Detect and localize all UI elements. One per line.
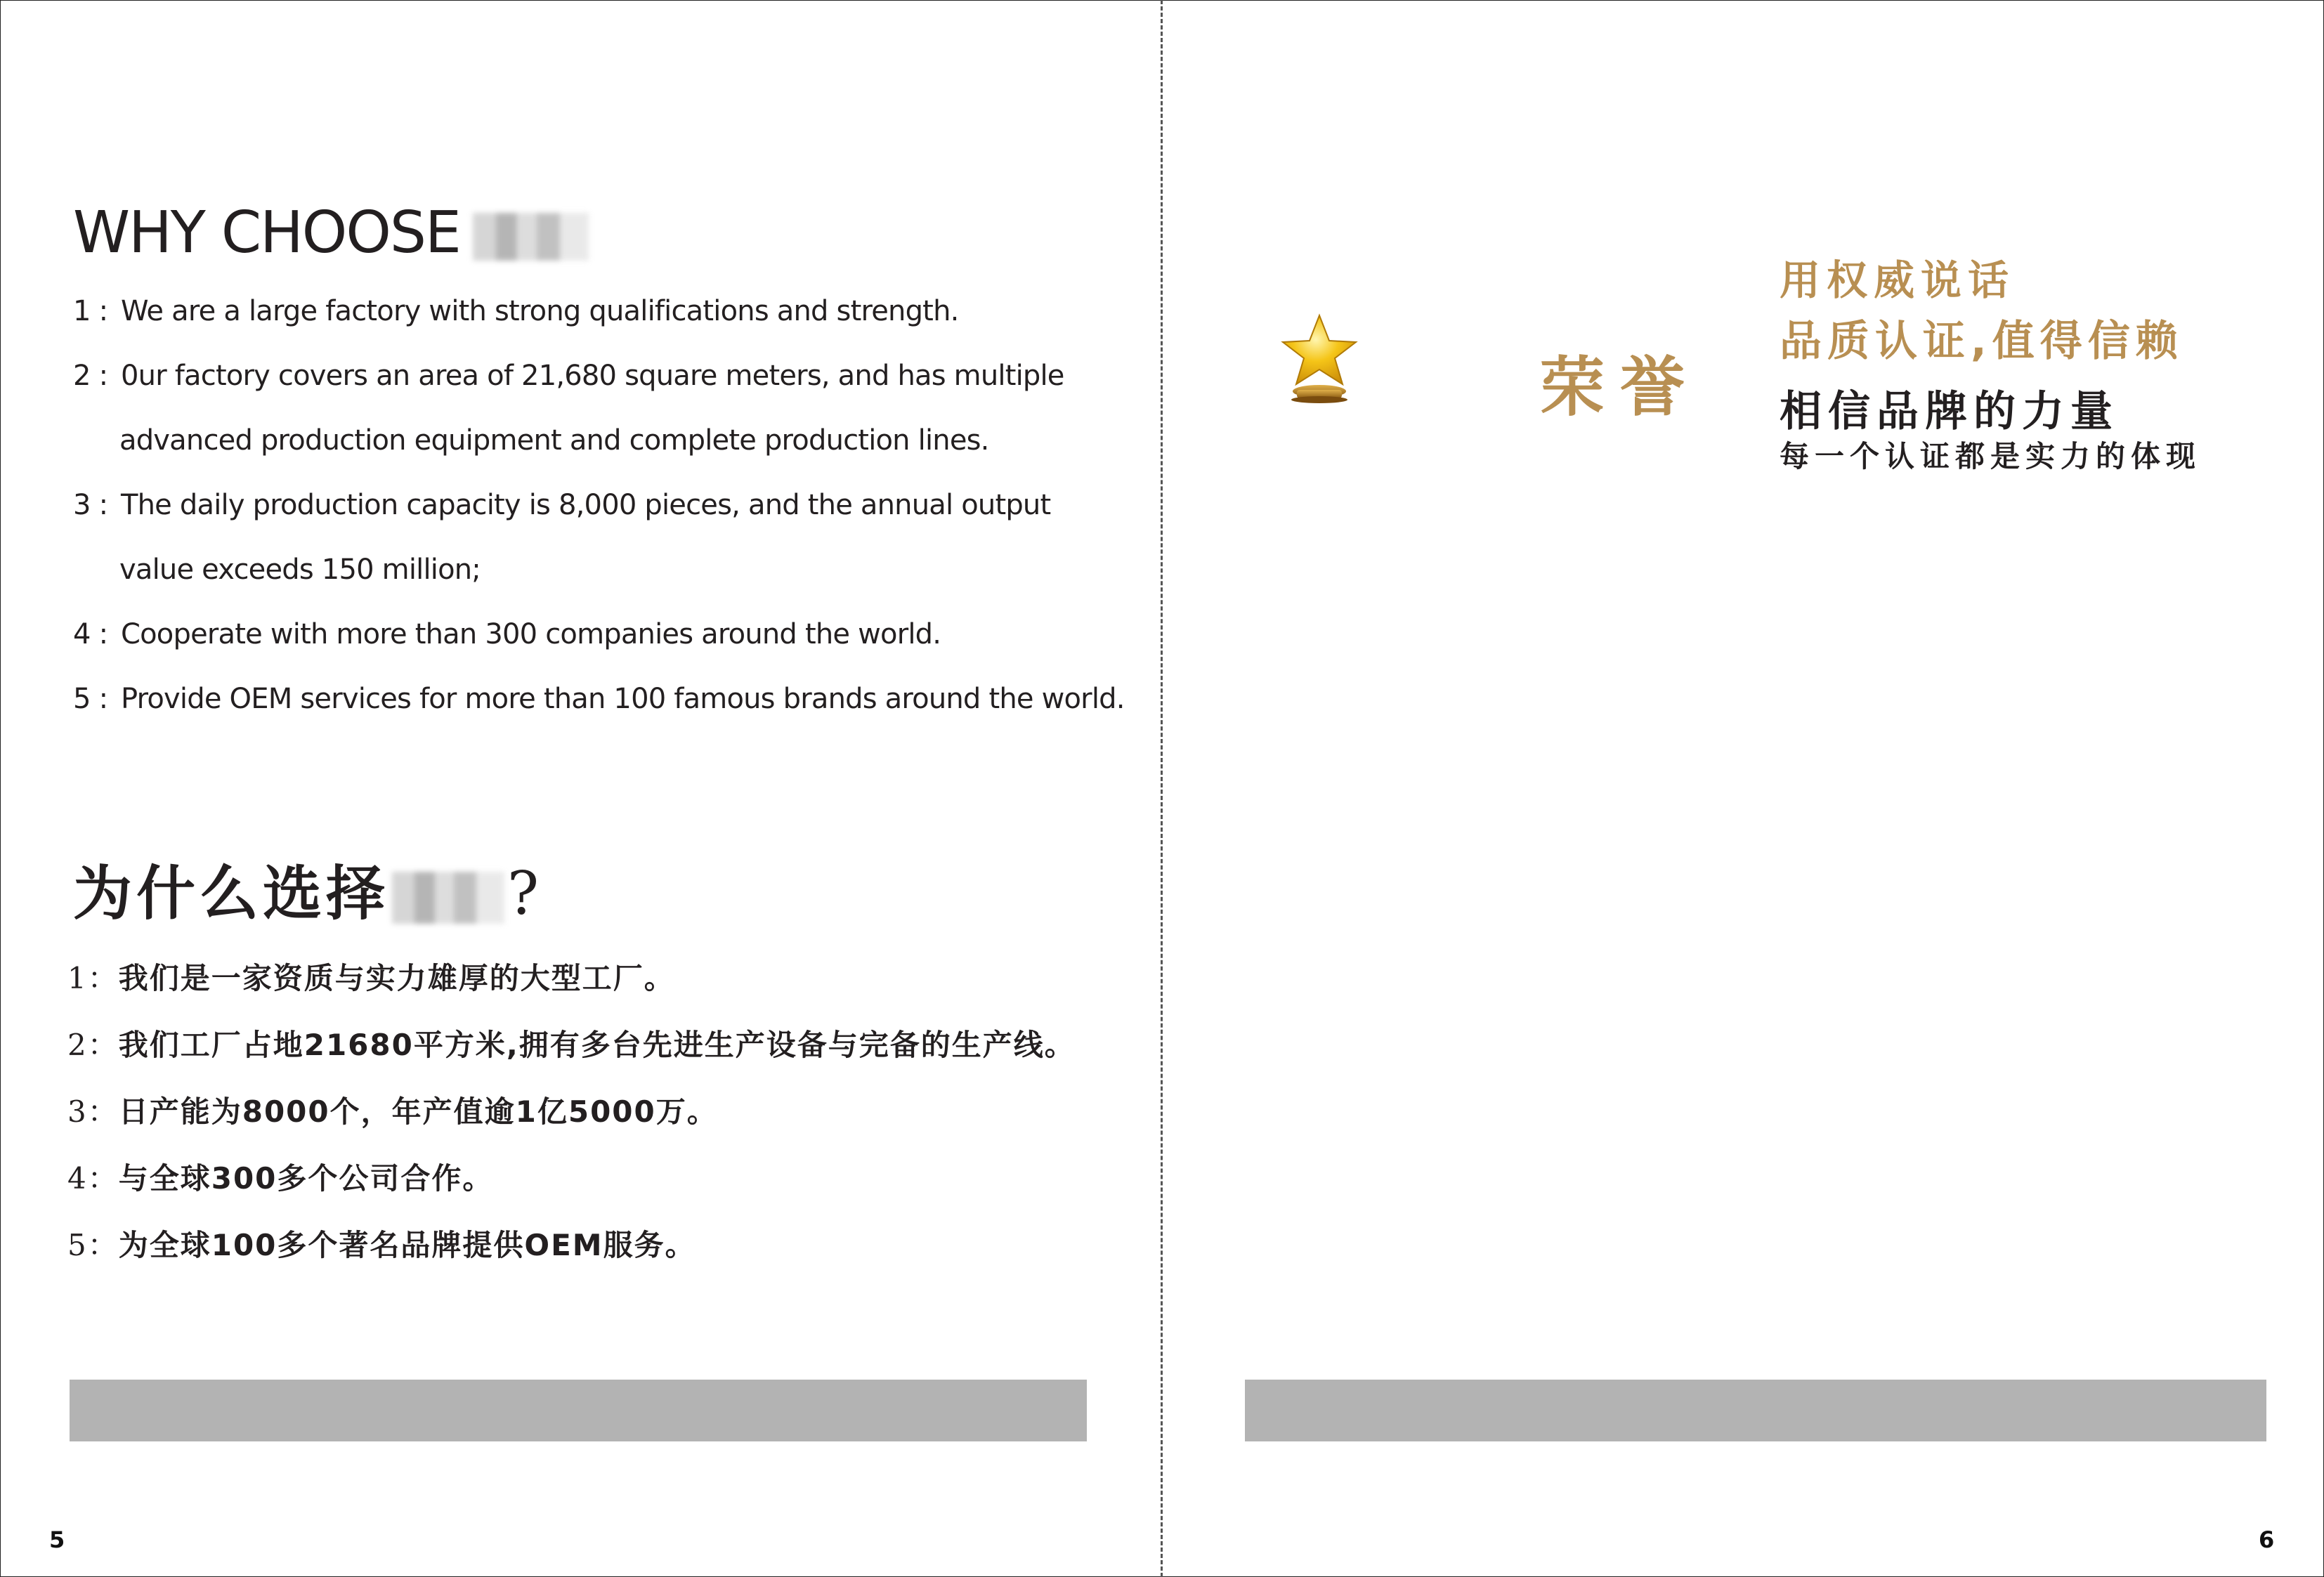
list-item (67, 1163, 1076, 1195)
item-number: 4： (67, 1161, 119, 1196)
honor-title: 荣誉 (1540, 350, 1701, 425)
slogan-line-3: 相信品牌的力量 (1780, 387, 2119, 436)
item-number: 2： (67, 1028, 119, 1062)
item-number: 5： (67, 1228, 119, 1262)
chinese-heading-text: 为什么选择 (73, 859, 390, 928)
item-text: Cooperate with more than 300 companies around the world. (121, 618, 941, 650)
item-text: We are a large factory with strong qualifications and strength. (121, 295, 959, 327)
page-number-right: 6 (2259, 1526, 2275, 1553)
item-text: The daily production capacity is 8,000 pieces, and the annual output (121, 489, 1051, 521)
footer-bar-left (70, 1380, 1087, 1441)
list-item (67, 1096, 1076, 1128)
list-item (73, 295, 1127, 327)
page-number-left: 5 (49, 1526, 65, 1553)
item-number: 4 : (73, 618, 108, 650)
list-item (67, 962, 1076, 995)
redacted-brand-name-cn (392, 872, 504, 924)
list-item (73, 360, 1127, 457)
item-number: 1： (67, 961, 119, 995)
slogan-line-2: 品质认证,值得信赖 (1780, 317, 2183, 366)
list-item (73, 683, 1127, 715)
list-item (73, 618, 1127, 650)
item-text: 我们工厂占地21680平方米,拥有多台先进生产设备与完备的生产线。 (118, 1028, 1076, 1062)
english-reasons-list (73, 295, 1127, 747)
item-text: Provide OEM services for more than 100 famous brands around the world. (121, 683, 1125, 715)
item-number: 1 : (73, 295, 108, 327)
chinese-heading (73, 858, 543, 929)
item-text-continued: value exceeds 150 million; (119, 554, 481, 586)
item-text: 日产能为8000个，年产值逾1亿5000万。 (118, 1094, 718, 1129)
item-number: 5 : (73, 683, 108, 715)
item-number: 3： (67, 1094, 119, 1129)
item-text: 0ur factory covers an area of 21,680 square meters, and has multiple (121, 360, 1064, 392)
item-text: 我们是一家资质与实力雄厚的大型工厂。 (118, 961, 675, 995)
item-number: 2 : (73, 360, 108, 392)
left-page (0, 0, 1161, 1577)
list-item (67, 1229, 1076, 1262)
slogan-line-4: 每一个认证都是实力的体现 (1780, 439, 2202, 473)
redacted-brand-name (473, 213, 589, 261)
center-fold-line (1161, 0, 1163, 1577)
item-text-continued: advanced production equipment and complete production lines. (119, 424, 989, 457)
why-choose-heading (73, 198, 589, 268)
chinese-reasons-list (67, 962, 1076, 1296)
chinese-heading-suffix: ? (507, 859, 544, 928)
footer-bar-right (1245, 1380, 2266, 1441)
slogan-line-1: 用权威说话 (1780, 256, 2016, 304)
item-text: 为全球100多个著名品牌提供OEM服务。 (118, 1228, 696, 1262)
item-number: 3 : (73, 489, 108, 521)
item-text: 与全球300多个公司合作。 (118, 1161, 494, 1196)
why-choose-heading-text: WHY CHOOSE (73, 199, 460, 266)
list-item (67, 1029, 1076, 1061)
trophy-star-icon (1277, 313, 1362, 404)
list-item (73, 489, 1127, 586)
